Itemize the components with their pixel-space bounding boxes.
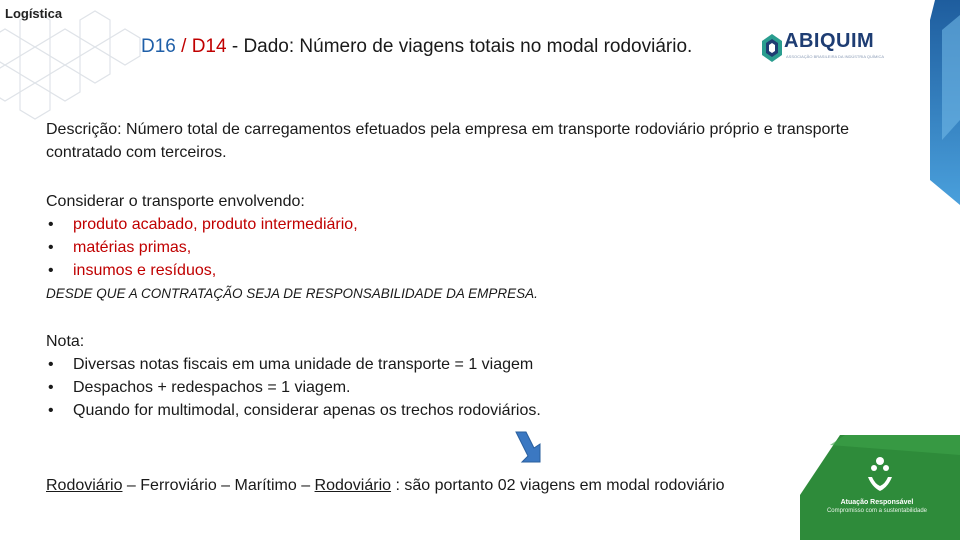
badge-title: Atuação Responsável <box>840 499 914 506</box>
page-title <box>141 33 721 60</box>
modal-conclusion: : são portanto 02 viagens em modal rodoviário <box>391 477 725 494</box>
nota-item3-bold: considerar apenas os trechos rodoviários <box>243 402 537 419</box>
badge-subtitle: Compromisso com a sustentabilidade <box>826 508 928 514</box>
list-item: • matérias primas, <box>46 236 886 259</box>
title-separator: / <box>175 36 192 57</box>
logo-tagline: ASSOCIAÇÃO BRASILEIRA DA INDÚSTRIA QUÍMICA <box>786 54 885 59</box>
nota-item3-prefix: Quando for multimodal, <box>73 402 244 419</box>
down-arrow-icon <box>508 430 548 464</box>
list-item: • produto acabado, produto intermediário, <box>46 213 886 236</box>
modal-example <box>46 474 886 497</box>
nota-heading: Nota: <box>46 333 85 350</box>
list-item: • insumos e resíduos, <box>46 259 886 282</box>
title-code-d14: D14 <box>191 36 227 57</box>
consider-list <box>46 213 886 282</box>
nota-list <box>46 353 886 422</box>
description-text: Número total de carregamentos efetuados pela empresa em transporte rodoviário próprio e transporte contratado com terceiros. <box>46 121 850 161</box>
consider-block <box>46 190 886 282</box>
title-code-d16: D16 <box>141 36 176 57</box>
title-text: - Dado: Número de viagens totais no modal rodoviário. <box>226 36 693 57</box>
logo-name: ABIQUIM <box>784 30 875 52</box>
section-label: Logística <box>5 6 63 21</box>
atuacao-responsavel-icon <box>800 435 960 540</box>
modal-middle: – Ferroviário – Marítimo – <box>122 477 315 494</box>
list-item <box>46 399 886 422</box>
modal-road-2: Rodoviário <box>314 477 392 494</box>
list-item: • Despachos + redespachos = 1 viagem. <box>46 376 886 399</box>
modal-road-1: Rodoviário <box>46 477 123 494</box>
description <box>46 118 886 164</box>
nota-block <box>46 330 886 422</box>
responsibility-condition: DESDE QUE A CONTRATAÇÃO SEJA DE RESPONSABILIDADE DA EMPRESA. <box>46 286 538 301</box>
consider-heading: Considerar o transporte envolvendo: <box>46 193 305 210</box>
nota-item3-suffix: . <box>536 402 541 419</box>
description-label: Descrição: <box>46 121 122 138</box>
list-item: • Diversas notas fiscais em uma unidade de transporte = 1 viagem <box>46 353 886 376</box>
